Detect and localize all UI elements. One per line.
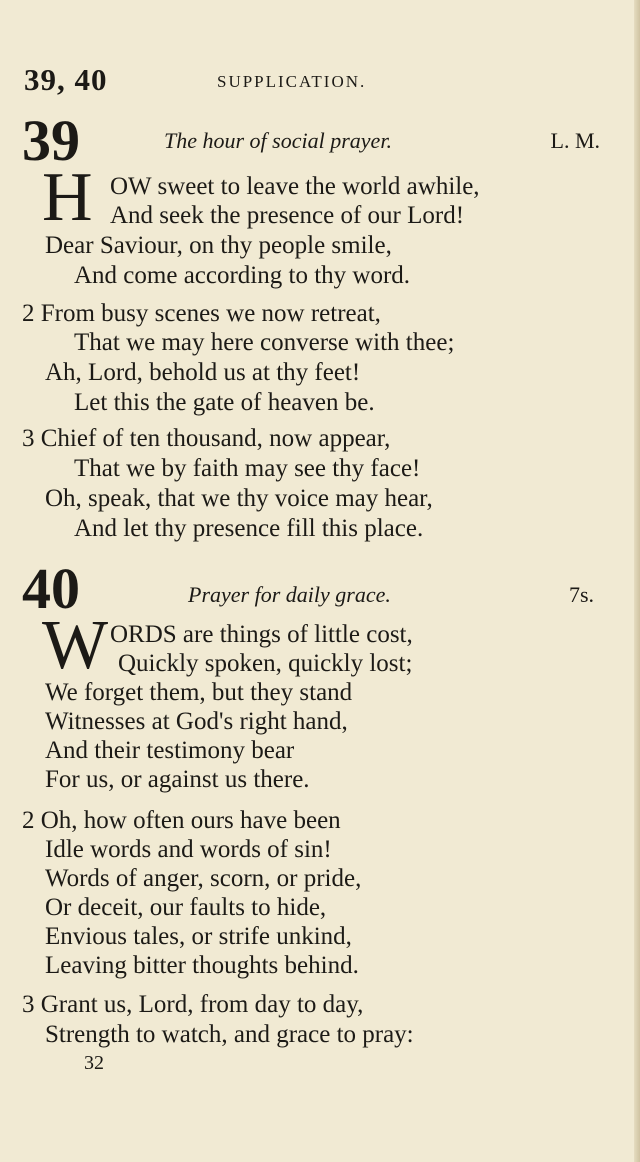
hymn-40-line: Or deceit, our faults to hide,: [45, 894, 327, 921]
hymn-40-line: Quickly spoken, quickly lost;: [118, 650, 413, 677]
hymn-40-line: We forget them, but they stand: [45, 679, 353, 706]
hymn-40-number: 40: [22, 556, 80, 621]
hymn-39-line: 2 From busy scenes we now retreat,: [22, 300, 381, 327]
hymn-40-line: And their testimony bear: [45, 737, 295, 764]
hymn-39-line: Dear Saviour, on thy people smile,: [45, 232, 392, 259]
page-number: 32: [84, 1052, 104, 1074]
hymn-39-line: And let thy presence fill this place.: [74, 515, 424, 542]
hymn-39-title: The hour of social prayer.: [164, 128, 392, 153]
hymn-39-line: That we may here converse with thee;: [74, 329, 455, 356]
hymn-40-line: 2 Oh, how often ours have been: [22, 807, 341, 834]
hymn-39-header: [22, 108, 600, 173]
running-head: [24, 62, 616, 96]
hymn-40-line: Idle words and words of sin!: [45, 836, 332, 863]
hymn-39-line: And come according to thy word.: [74, 262, 411, 289]
hymn-39-dropcap: H: [42, 159, 93, 236]
hymn-39-number: 39: [22, 108, 80, 173]
hymn-40-line: Leaving bitter thoughts behind.: [45, 952, 359, 979]
hymn-40-line: ORDS are things of little cost,: [110, 621, 413, 648]
hymn-40-line: 3 Grant us, Lord, from day to day,: [22, 991, 364, 1018]
running-head-section: SUPPLICATION.: [217, 72, 367, 91]
hymn-39-line: And seek the presence of our Lord!: [110, 202, 465, 229]
page-edge-shadow: [634, 0, 640, 1162]
hymn-40-dropcap: W: [42, 607, 109, 684]
hymn-39-line: Let this the gate of heaven be.: [74, 389, 375, 416]
hymn-39-line: Ah, Lord, behold us at thy feet!: [45, 359, 361, 386]
running-head-hymn-range: 39, 40: [24, 62, 108, 97]
hymn-39-line: That we by faith may see thy face!: [74, 455, 421, 482]
hymn-40-title: Prayer for daily grace.: [188, 582, 391, 607]
hymn-39-line: Oh, speak, that we thy voice may hear,: [45, 485, 433, 512]
hymn-40-line: Words of anger, scorn, or pride,: [45, 865, 362, 892]
hymn-39-meter: L. M.: [550, 128, 600, 153]
hymn-40-line: Witnesses at God's right hand,: [45, 708, 348, 735]
hymn-39-line: 3 Chief of ten thousand, now appear,: [22, 425, 391, 452]
hymn-40-meter: 7s.: [568, 582, 594, 607]
hymn-40-line: Strength to watch, and grace to pray:: [45, 1021, 414, 1048]
hymn-39-line: OW sweet to leave the world awhile,: [110, 173, 480, 200]
hymn-40-line: For us, or against us there.: [45, 766, 310, 793]
hymn-40-line: Envious tales, or strife unkind,: [45, 923, 352, 950]
